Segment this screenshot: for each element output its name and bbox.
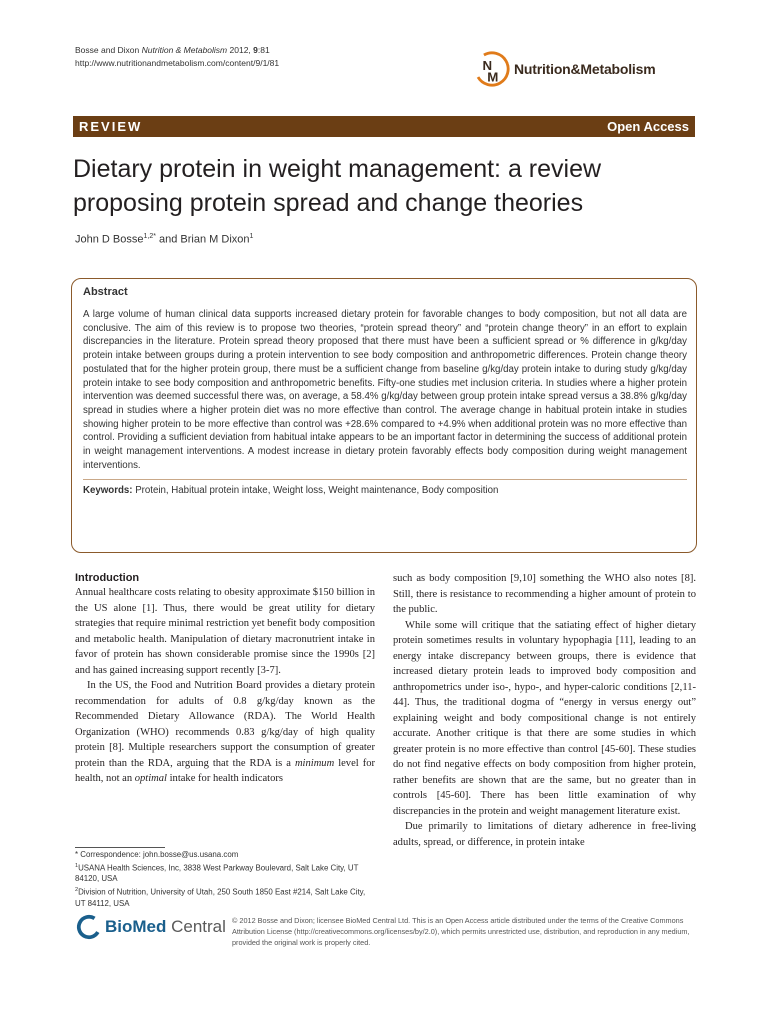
affiliation-number: 1 [75,862,79,869]
body-column-right [393,571,696,850]
svg-text:M: M [487,69,499,85]
article-url[interactable]: http://www.nutritionandmetabolism.com/content/9/1/81 [75,57,280,68]
body-paragraph: such as body composition [9,10] something the WHO also notes [8]. Still, there is resistance to recommending a higher amount of protein to the public. [393,573,696,615]
affiliation-1 [75,861,377,885]
body-paragraph: While some will critique that the satiating effect of higher dietary protein sometimes results in voluntary hypophagia [11], leading to an energy intake discrepancy between groups, there is evidence that increased dietary protein leads to improved body composition and anthropometrics under iso-, hypo-, and hyper-caloric conditions [2,11-44]. Thus, the traditional dogma of “energy in versus energy out” explaining weight and body compositional change is not entirely accurate. Another critique is that there are some studies in which greater protein is no more effective than control [45-60]. These studies do not find negative effects on body composition from higher protein, rather benefits are shown that are the same, but no greater than in controls [45-60]. There has been little examination of why discrepancies in the protein and weight management literature exist. [393,619,696,817]
affiliation-text: Division of Nutrition, University of Utah, 250 South 1850 East #214, Salt Lake City, UT 84112, USA [75,887,366,908]
journal-name: Nutrition&Metabolism [514,61,656,77]
citation-line [75,44,279,57]
svg-text:N: N [482,57,493,73]
emphasis-text: optimal [134,773,167,784]
body-column-left [75,571,375,787]
citation-authors: Bosse and Dixon [75,45,140,55]
abstract-heading: Abstract [83,286,128,298]
article-type-label: REVIEW [79,119,143,134]
journal-logo [473,49,695,89]
affiliation-number: 2 [75,887,79,894]
article-title: Dietary protein in weight management: a review proposing protein spread and change theories [73,155,602,217]
publisher-name-rest: Central [166,917,226,936]
body-text: In the US, the Food and Nutrition Board provides a dietary protein recommendation for adults of 0.8 g/kg/day known as the Recommended Dietary Allowance (RDA). The World Health Organization (WHO) recommends 0.83 g/kg/day of high quality protein [8]. Multiple researchers support the consumption of greater protein than the RDA, arguing that the RDA is a [75,680,375,769]
keywords [83,479,687,498]
biomed-central-logo-icon [76,914,102,940]
correspondence-note: * Correspondence: john.bosse@us.usana.com [75,850,239,859]
author-name[interactable]: John D Bosse [75,233,144,246]
section-heading-introduction: Introduction [75,572,140,584]
emphasis-text: minimum [294,757,335,769]
journal-nm-logo-icon [473,50,511,88]
publisher-logo [76,914,226,940]
body-text: intake for health indicators [166,773,283,784]
footnote-divider [75,847,165,848]
author-name[interactable]: Brian M Dixon [180,233,250,246]
footnotes [75,850,377,910]
body-text: level for health, not an [75,757,375,784]
open-access-label: Open Access [607,119,689,134]
body-paragraph: Annual healthcare costs relating to obesity approximate $150 billion in the US alone [1]. Thus, there would be great utility for dietary strategies that require minimal restriction yet benefit body composition and metabolic health. Manipulation of dietary macronutrient intake in favor of protein has shown considerable promise since the 1990s [2] and has gained increasing support recently [3-7]. [75,587,375,676]
author-list [75,233,253,246]
keywords-label: Keywords: [83,485,133,497]
license-text: © 2012 Bosse and Dixon; licensee BioMed Central Ltd. This is an Open Access article distributed under the terms of the Creative Commons Attribution License (http://creativecommons.org/licenses/by/2.0), which permits unrestricted use, distribution, and reproduction in any medium, provided the original work is properly cited. [232,916,690,947]
citation-year: 2012, [227,45,254,55]
citation-volume: 9 [253,45,258,55]
citation-header [75,44,279,69]
author-affiliation-marker: 1 [249,233,254,240]
author-separator: and [155,233,181,246]
body-paragraph: Due primarily to limitations of dietary adherence in free-living adults, spread, or difference, in protein intake [393,821,696,848]
abstract-text: A large volume of human clinical data supports increased dietary protein for favorable changes to body composition, but not all data are conclusive. The aim of this review is to propose two theories, “protein spread theory” and “protein change theory” in an effort to explain discrepancies in the literature. Protein spread theory proposed that there must have been a sufficient spread or % difference in g/kg/day protein intake between groups during a protein intervention to see body composition and anthropometric differences. Protein change theory postulated that for the higher protein group, there must be a sufficient change from baseline g/kg/day protein intake to during study g/kg/day protein intake to see body composition and anthropometric benefits. Fifty-one studies met inclusion criteria. In studies where a higher protein intervention was deemed successful there was, on average, a 58.4% g/kg/day between group protein intake spread versus a 38.8% g/kg/day spread in studies where a higher protein diet was no more effective than control. The average change in habitual protein intake in studies showing higher protein to be more effective than control was +28.6% compared to +4.9% when additional protein was no more effective than control. Providing a sufficient deviation from habitual intake appears to be an important factor in determining the success of additional protein in weight management interventions. A modest increase in dietary protein favorably effects body composition during weight management interventions. [83,309,687,471]
author-affiliation-marker: 1,2* [143,233,156,240]
article-type-banner [73,116,695,137]
body-paragraph [75,678,375,787]
publisher-name [105,917,226,937]
publisher-name-bold: BioMed [105,917,167,936]
keywords-list: Protein, Habitual protein intake, Weight loss, Weight maintenance, Body composition [132,485,499,497]
citation-journal: Nutrition & Metabolism [141,45,228,55]
affiliation-text: USANA Health Sciences, Inc, 3838 West Parkway Boulevard, Salt Lake City, UT 84120, USA [75,863,359,884]
abstract-box [71,278,697,553]
citation-article: :81 [257,45,270,55]
affiliation-2 [75,885,377,909]
